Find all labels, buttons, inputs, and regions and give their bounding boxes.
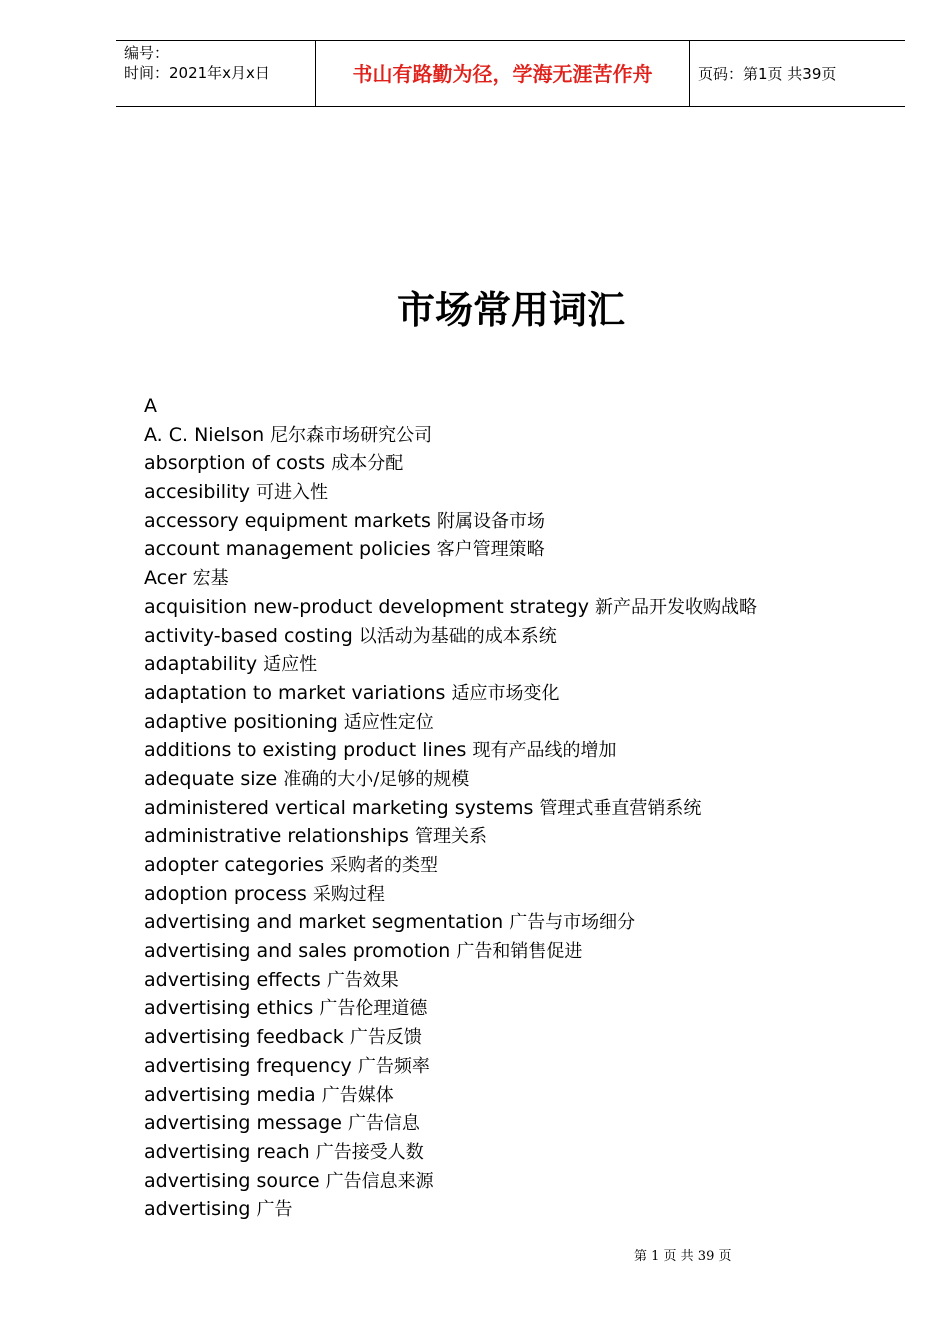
vocab-term-en: activity-based costing (144, 624, 353, 647)
vocab-entry (144, 937, 904, 966)
header-time-label: 时间：2021年x月x日 (124, 64, 270, 82)
vocabulary-list (144, 392, 904, 1224)
vocab-term-zh: 尼尔森市场研究公司 (270, 424, 433, 446)
vocab-term-en: additions to existing product lines (144, 739, 467, 762)
header-page-info: 页码：第1页 共39页 (698, 65, 837, 83)
vocab-entry (144, 650, 904, 679)
vocab-term-zh: 新产品开发收购战略 (595, 596, 757, 618)
vocab-term-en: advertising and market segmentation (144, 911, 504, 934)
vocab-term-zh: 适应性 (263, 654, 318, 676)
page-footer: 第 1 页 共 39 页 (634, 1249, 732, 1264)
vocab-term-en: advertising media (144, 1083, 316, 1106)
vocab-term-en: advertising (144, 1198, 251, 1221)
vocab-term-zh: 准确的大小/足够的规模 (283, 768, 470, 790)
vocab-entry (144, 1167, 904, 1196)
document-title: 市场常用词汇 (396, 287, 625, 332)
vocab-term-zh: 广告反馈 (349, 1027, 422, 1049)
vocab-entry (144, 1052, 904, 1081)
vocab-term-zh: 广告信息来源 (325, 1170, 434, 1192)
section-letter: A (144, 395, 157, 417)
vocab-entry (144, 449, 904, 478)
header-meta (124, 43, 314, 83)
page-header (116, 40, 905, 107)
vocab-entry (144, 507, 904, 536)
vocab-term-zh: 适应市场变化 (451, 682, 560, 704)
vocab-entry (144, 1138, 904, 1167)
vocab-term-zh: 可进入性 (256, 482, 329, 504)
vocab-term-zh: 广告频率 (357, 1055, 430, 1077)
header-divider (689, 41, 690, 107)
vocab-entry (144, 478, 904, 507)
vocab-term-en: advertising ethics (144, 997, 314, 1020)
vocab-entry (144, 908, 904, 937)
vocab-term-zh: 广告媒体 (321, 1084, 394, 1106)
vocab-term-zh: 管理式垂直营销系统 (539, 797, 702, 819)
vocab-entry (144, 765, 904, 794)
header-motto: 书山有路勤为径，学海无涯苦作舟 (352, 62, 653, 86)
vocab-term-zh: 广告伦理道德 (319, 998, 428, 1020)
vocab-entry (144, 736, 904, 765)
vocab-entry (144, 1081, 904, 1110)
vocab-term-en: acquisition new-product development strategy (144, 595, 589, 618)
vocab-term-en: adaptability (144, 653, 258, 676)
header-code-label: 编号： (124, 44, 170, 62)
vocab-term-zh: 以活动为基础的成本系统 (358, 625, 557, 647)
vocab-term-en: adopter categories (144, 854, 324, 876)
vocab-entry (144, 994, 904, 1023)
vocab-term-en: advertising source (144, 1169, 320, 1192)
vocab-entry (144, 794, 904, 823)
vocab-term-en: advertising message (144, 1112, 342, 1135)
vocab-term-zh: 采购过程 (312, 883, 385, 905)
vocab-term-en: Acer (144, 567, 187, 590)
vocab-entry (144, 535, 904, 564)
vocab-term-en: accesibility (144, 481, 250, 504)
vocab-term-zh: 广告与市场细分 (509, 912, 636, 934)
vocab-term-zh: 附属设备市场 (436, 510, 545, 532)
vocab-term-zh: 适应性定位 (343, 711, 434, 733)
vocab-term-zh: 现有产品线的增加 (472, 740, 617, 762)
vocab-entry (144, 822, 904, 851)
vocab-term-en: absorption of costs (144, 452, 326, 475)
vocab-term-en: administered vertical marketing systems (144, 796, 534, 819)
vocab-term-en: administrative relationships (144, 825, 409, 848)
vocab-entry (144, 966, 904, 995)
vocab-term-zh: 广告效果 (326, 969, 399, 991)
vocab-entry (144, 564, 904, 593)
vocab-term-en: adequate size (144, 767, 278, 790)
vocab-term-zh: 宏基 (192, 568, 229, 590)
vocab-term-zh: 广告 (256, 1199, 293, 1221)
vocab-entry (144, 679, 904, 708)
vocab-term-en: account management policies (144, 538, 431, 561)
vocab-entry (144, 1023, 904, 1052)
vocab-term-zh: 广告接受人数 (315, 1141, 424, 1163)
vocab-term-zh: 广告信息 (347, 1113, 420, 1135)
vocab-term-en: A. C. Nielson (144, 423, 265, 446)
vocab-entry (144, 421, 904, 450)
vocab-term-en: accessory equipment markets (144, 509, 431, 532)
vocab-term-en: advertising frequency (144, 1054, 352, 1077)
vocab-term-zh: 成本分配 (331, 453, 404, 475)
vocab-term-en: advertising effects (144, 968, 321, 991)
vocab-entry (144, 593, 904, 622)
vocab-entry (144, 1195, 904, 1224)
vocab-term-zh: 客户管理策略 (436, 539, 545, 561)
vocab-term-en: adaptation to market variations (144, 681, 446, 704)
vocab-entry (144, 851, 904, 880)
vocab-term-zh: 广告和销售促进 (456, 941, 583, 963)
vocab-entry (144, 622, 904, 651)
vocab-term-en: adaptive positioning (144, 710, 338, 733)
vocab-term-zh: 管理关系 (414, 826, 487, 848)
vocab-term-en: advertising feedback (144, 1026, 344, 1049)
vocab-term-zh: 采购者的类型 (330, 855, 439, 876)
vocab-entry (144, 1109, 904, 1138)
vocab-entry (144, 708, 904, 737)
vocab-term-en: advertising reach (144, 1140, 310, 1163)
vocab-entry (144, 880, 904, 909)
vocab-term-en: advertising and sales promotion (144, 940, 451, 963)
vocab-term-en: adoption process (144, 882, 307, 905)
